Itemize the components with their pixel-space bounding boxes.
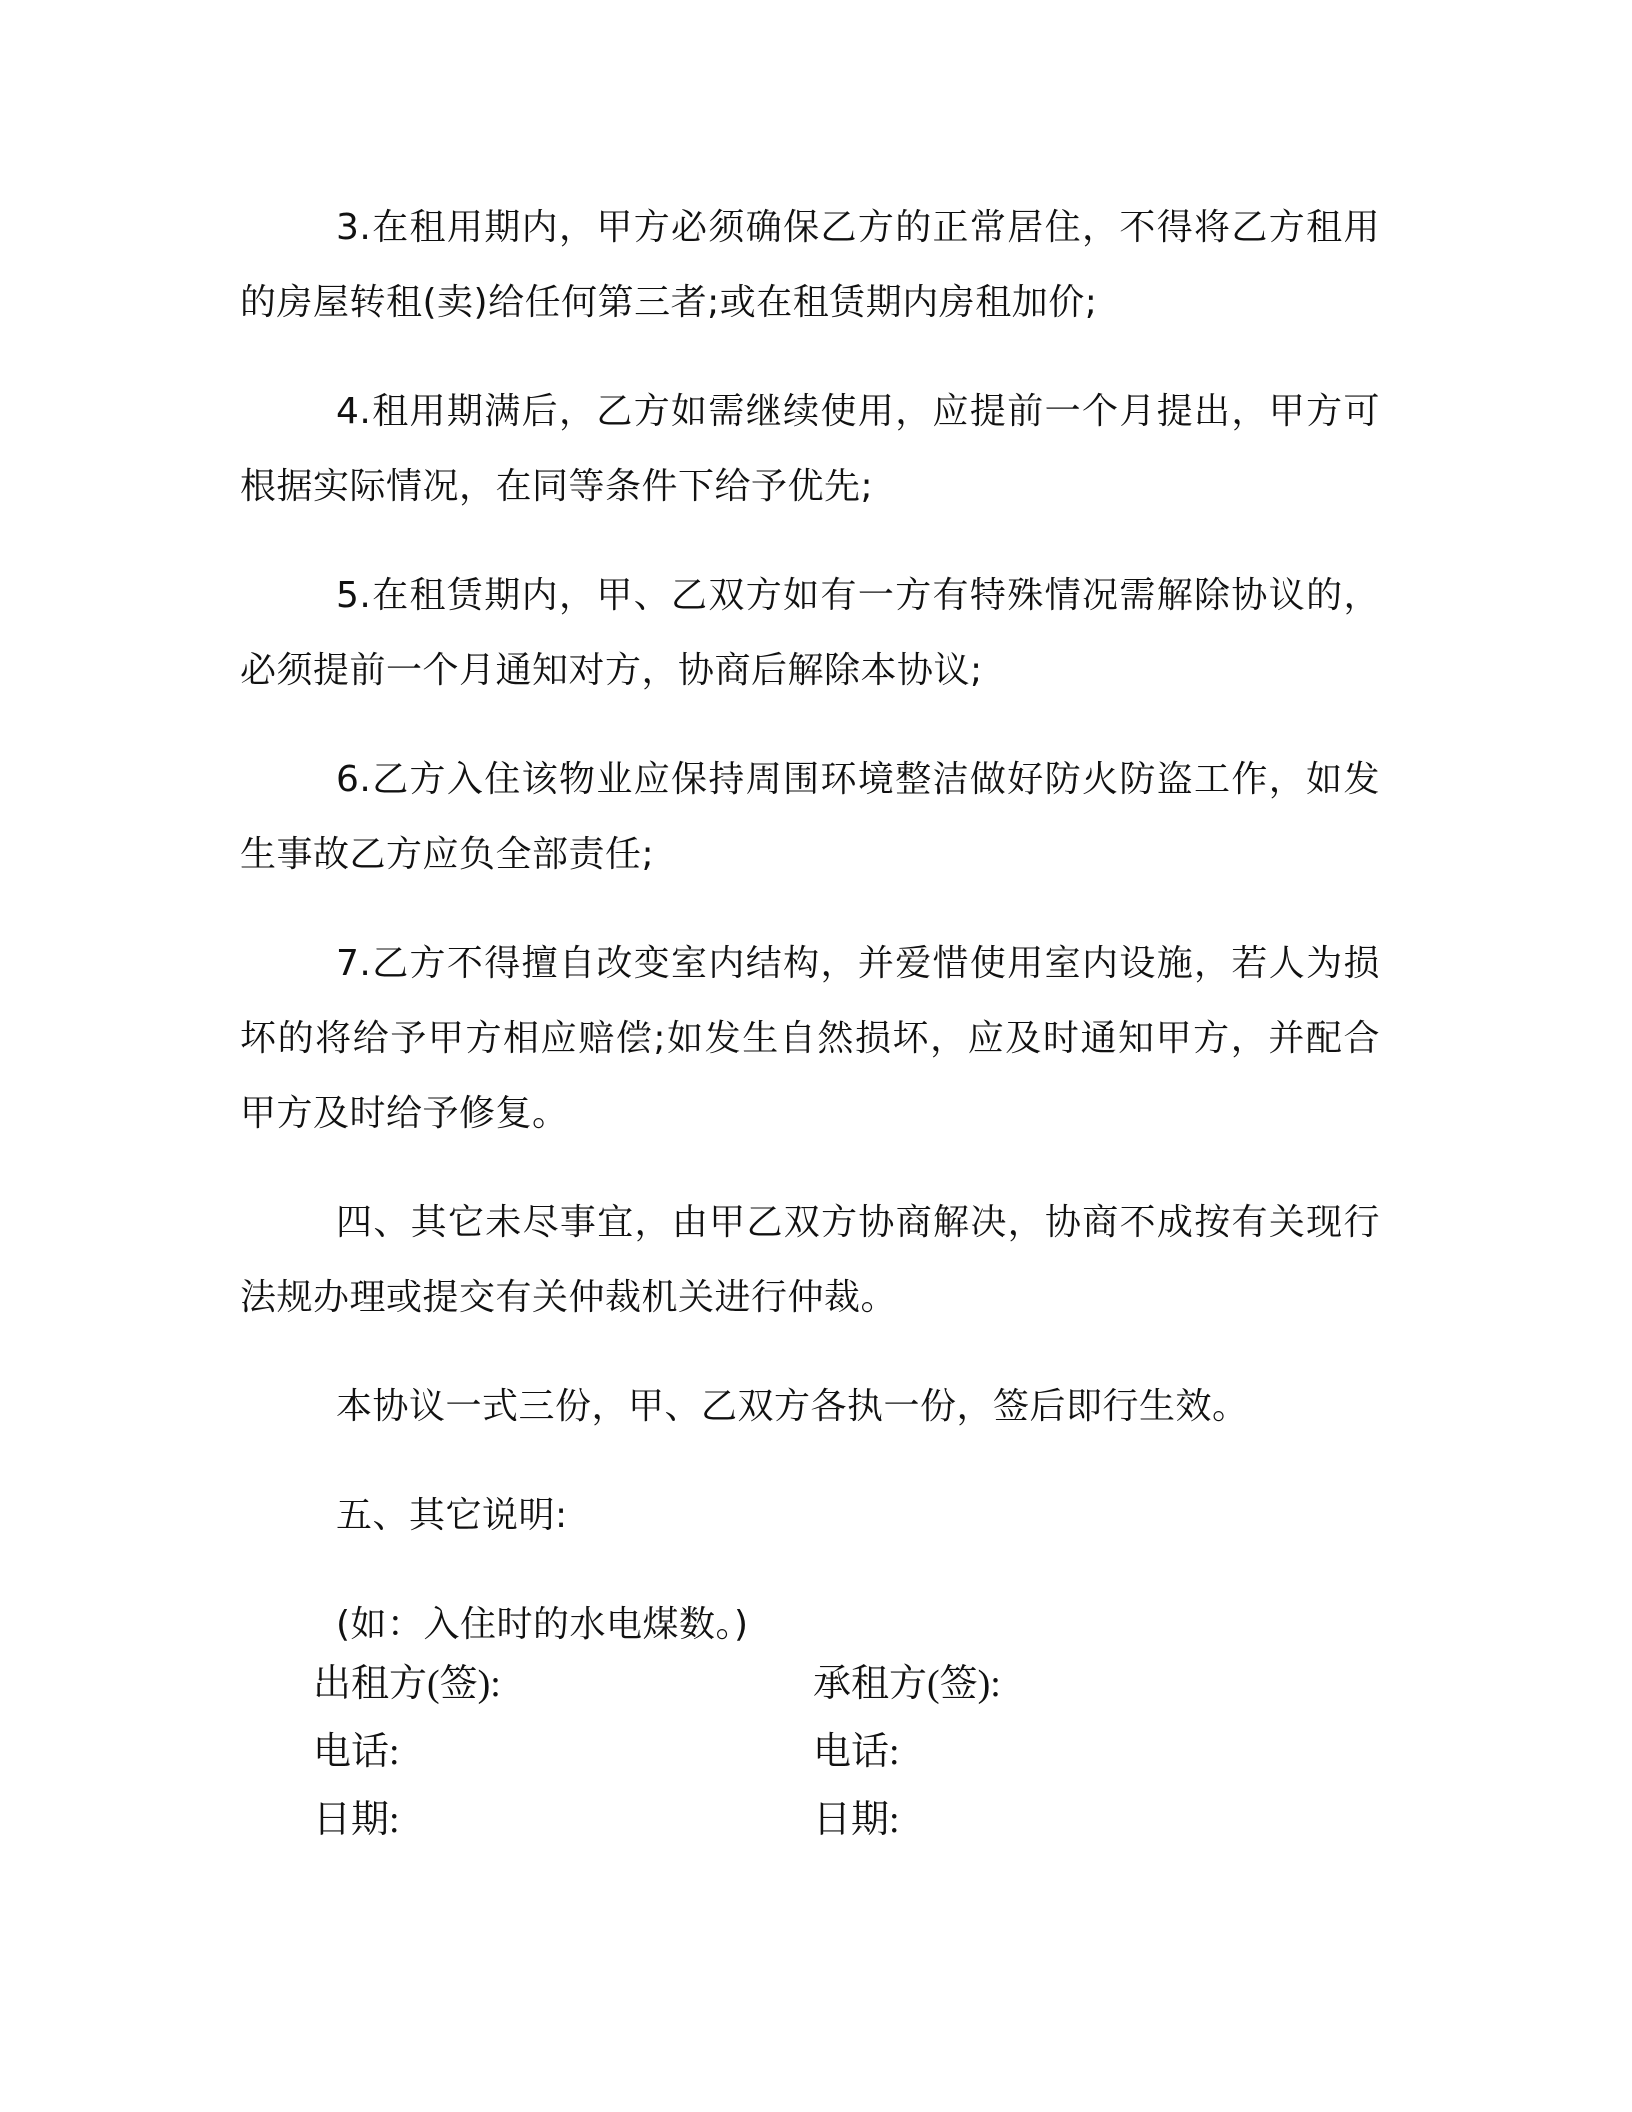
section-5-note: (如：入住时的水电煤数。)	[336, 1604, 749, 1645]
clause-6: 6.乙方入住该物业应保持周围环境整洁做好防火防盗工作，如发生事故乙方应负全部责任;	[240, 759, 1380, 875]
clause-5: 5.在租赁期内，甲、乙双方如有一方有特殊情况需解除协议的，必须提前一个月通知对方，协商后解除本协议;	[240, 575, 1380, 691]
lessee-phone-label: 电话:	[813, 1731, 900, 1773]
section-4-other-matters: 四、其它未尽事宜，由甲乙双方协商解决，协商不成按有关现行法规办理或提交有关仲裁机关进行仲裁。	[240, 1202, 1380, 1318]
signature-row	[313, 1650, 1313, 1718]
section-5-heading: 五、其它说明:	[336, 1495, 568, 1536]
contract-body	[240, 190, 1380, 1696]
copies-statement: 本协议一式三份，甲、乙双方各执一份，签后即行生效。	[336, 1386, 1249, 1427]
lessor-phone-label: 电话:	[313, 1731, 400, 1773]
signature-block	[313, 1650, 1313, 1854]
clause-3: 3.在租用期内，甲方必须确保乙方的正常居住，不得将乙方租用的房屋转租(卖)给任何第三者;或在租赁期内房租加价;	[240, 207, 1380, 323]
lessee-sign-label: 承租方(签):	[813, 1663, 1001, 1705]
lessor-date-label: 日期:	[313, 1799, 400, 1841]
phone-row	[313, 1718, 1313, 1786]
lessor-sign-label: 出租方(签):	[313, 1663, 501, 1705]
clause-4: 4.租用期满后，乙方如需继续使用，应提前一个月提出，甲方可根据实际情况，在同等条件下给予优先;	[240, 391, 1380, 507]
clause-7: 7.乙方不得擅自改变室内结构，并爱惜使用室内设施，若人为损坏的将给予甲方相应赔偿;如发生自然损坏，应及时通知甲方，并配合甲方及时给予修复。	[240, 943, 1380, 1134]
date-row	[313, 1786, 1313, 1854]
lessee-date-label: 日期:	[813, 1799, 900, 1841]
